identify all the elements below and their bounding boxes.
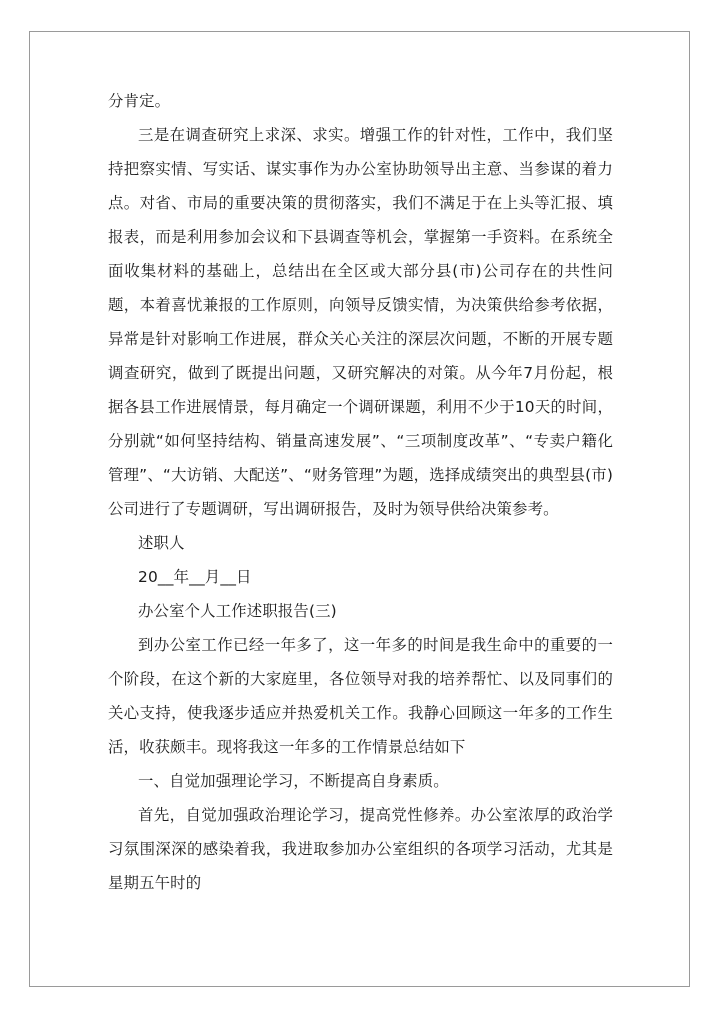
paragraph-intro: 到办公室工作已经一年多了，这一年多的时间是我生命中的重要的一个阶段，在这个新的大家庭里，各位领导对我的培养帮忙、以及同事们的关心支持，使我逐步适应并热爱机关工作。我静心回顾这一年多的工作生活，收获颇丰。现将我这一年多的工作情景总结如下: [108, 636, 613, 756]
signature-label: 述职人: [138, 534, 185, 552]
paragraph-continuation: 分肯定。: [108, 92, 171, 110]
report-title: 办公室个人工作述职报告(三): [138, 602, 337, 620]
paragraph-research: 三是在调查研究上求深、求实。增强工作的针对性，工作中，我们坚持把察实情、写实话、谋实事作为办公室协助领导出主意、当参谋的着力点。对省、市局的重要决策的贯彻落实，我们不满足于在上头等汇报、填报表，而是利用参加会议和下县调查等机会，掌握第一手资料。在系统全面收集材料的基础上，总结出在全区或大部分县(市)公司存在的共性问题，本着喜忧兼报的工作原则，向领导反馈实情，为决策供给参考依据，异常是针对影响工作进展，群众关心关注的深层次问题，不断的开展专题调查研究，做到了既提出问题，又研究解决的对策。从今年7月份起，根据各县工作进展情景，每月确定一个调研课题，利用不少于10天的时间，分别就“如何坚持结构、销量高速发展”、“三项制度改革”、“专卖户籍化管理”、“大访销、大配送”、“财务管理”为题，选择成绩突出的典型县(市)公司进行了专题调研，写出调研报告，及时为领导供给决策参考。: [108, 126, 613, 518]
document-body: [108, 84, 613, 900]
paragraph-study: 首先，自觉加强政治理论学习，提高党性修养。办公室浓厚的政治学习氛围深深的感染着我，我进取参加办公室组织的各项学习活动，尤其是星期五午时的: [108, 806, 613, 892]
section-heading: 一、自觉加强理论学习，不断提高自身素质。: [138, 772, 449, 790]
date-line: 20__年__月__日: [138, 568, 252, 586]
